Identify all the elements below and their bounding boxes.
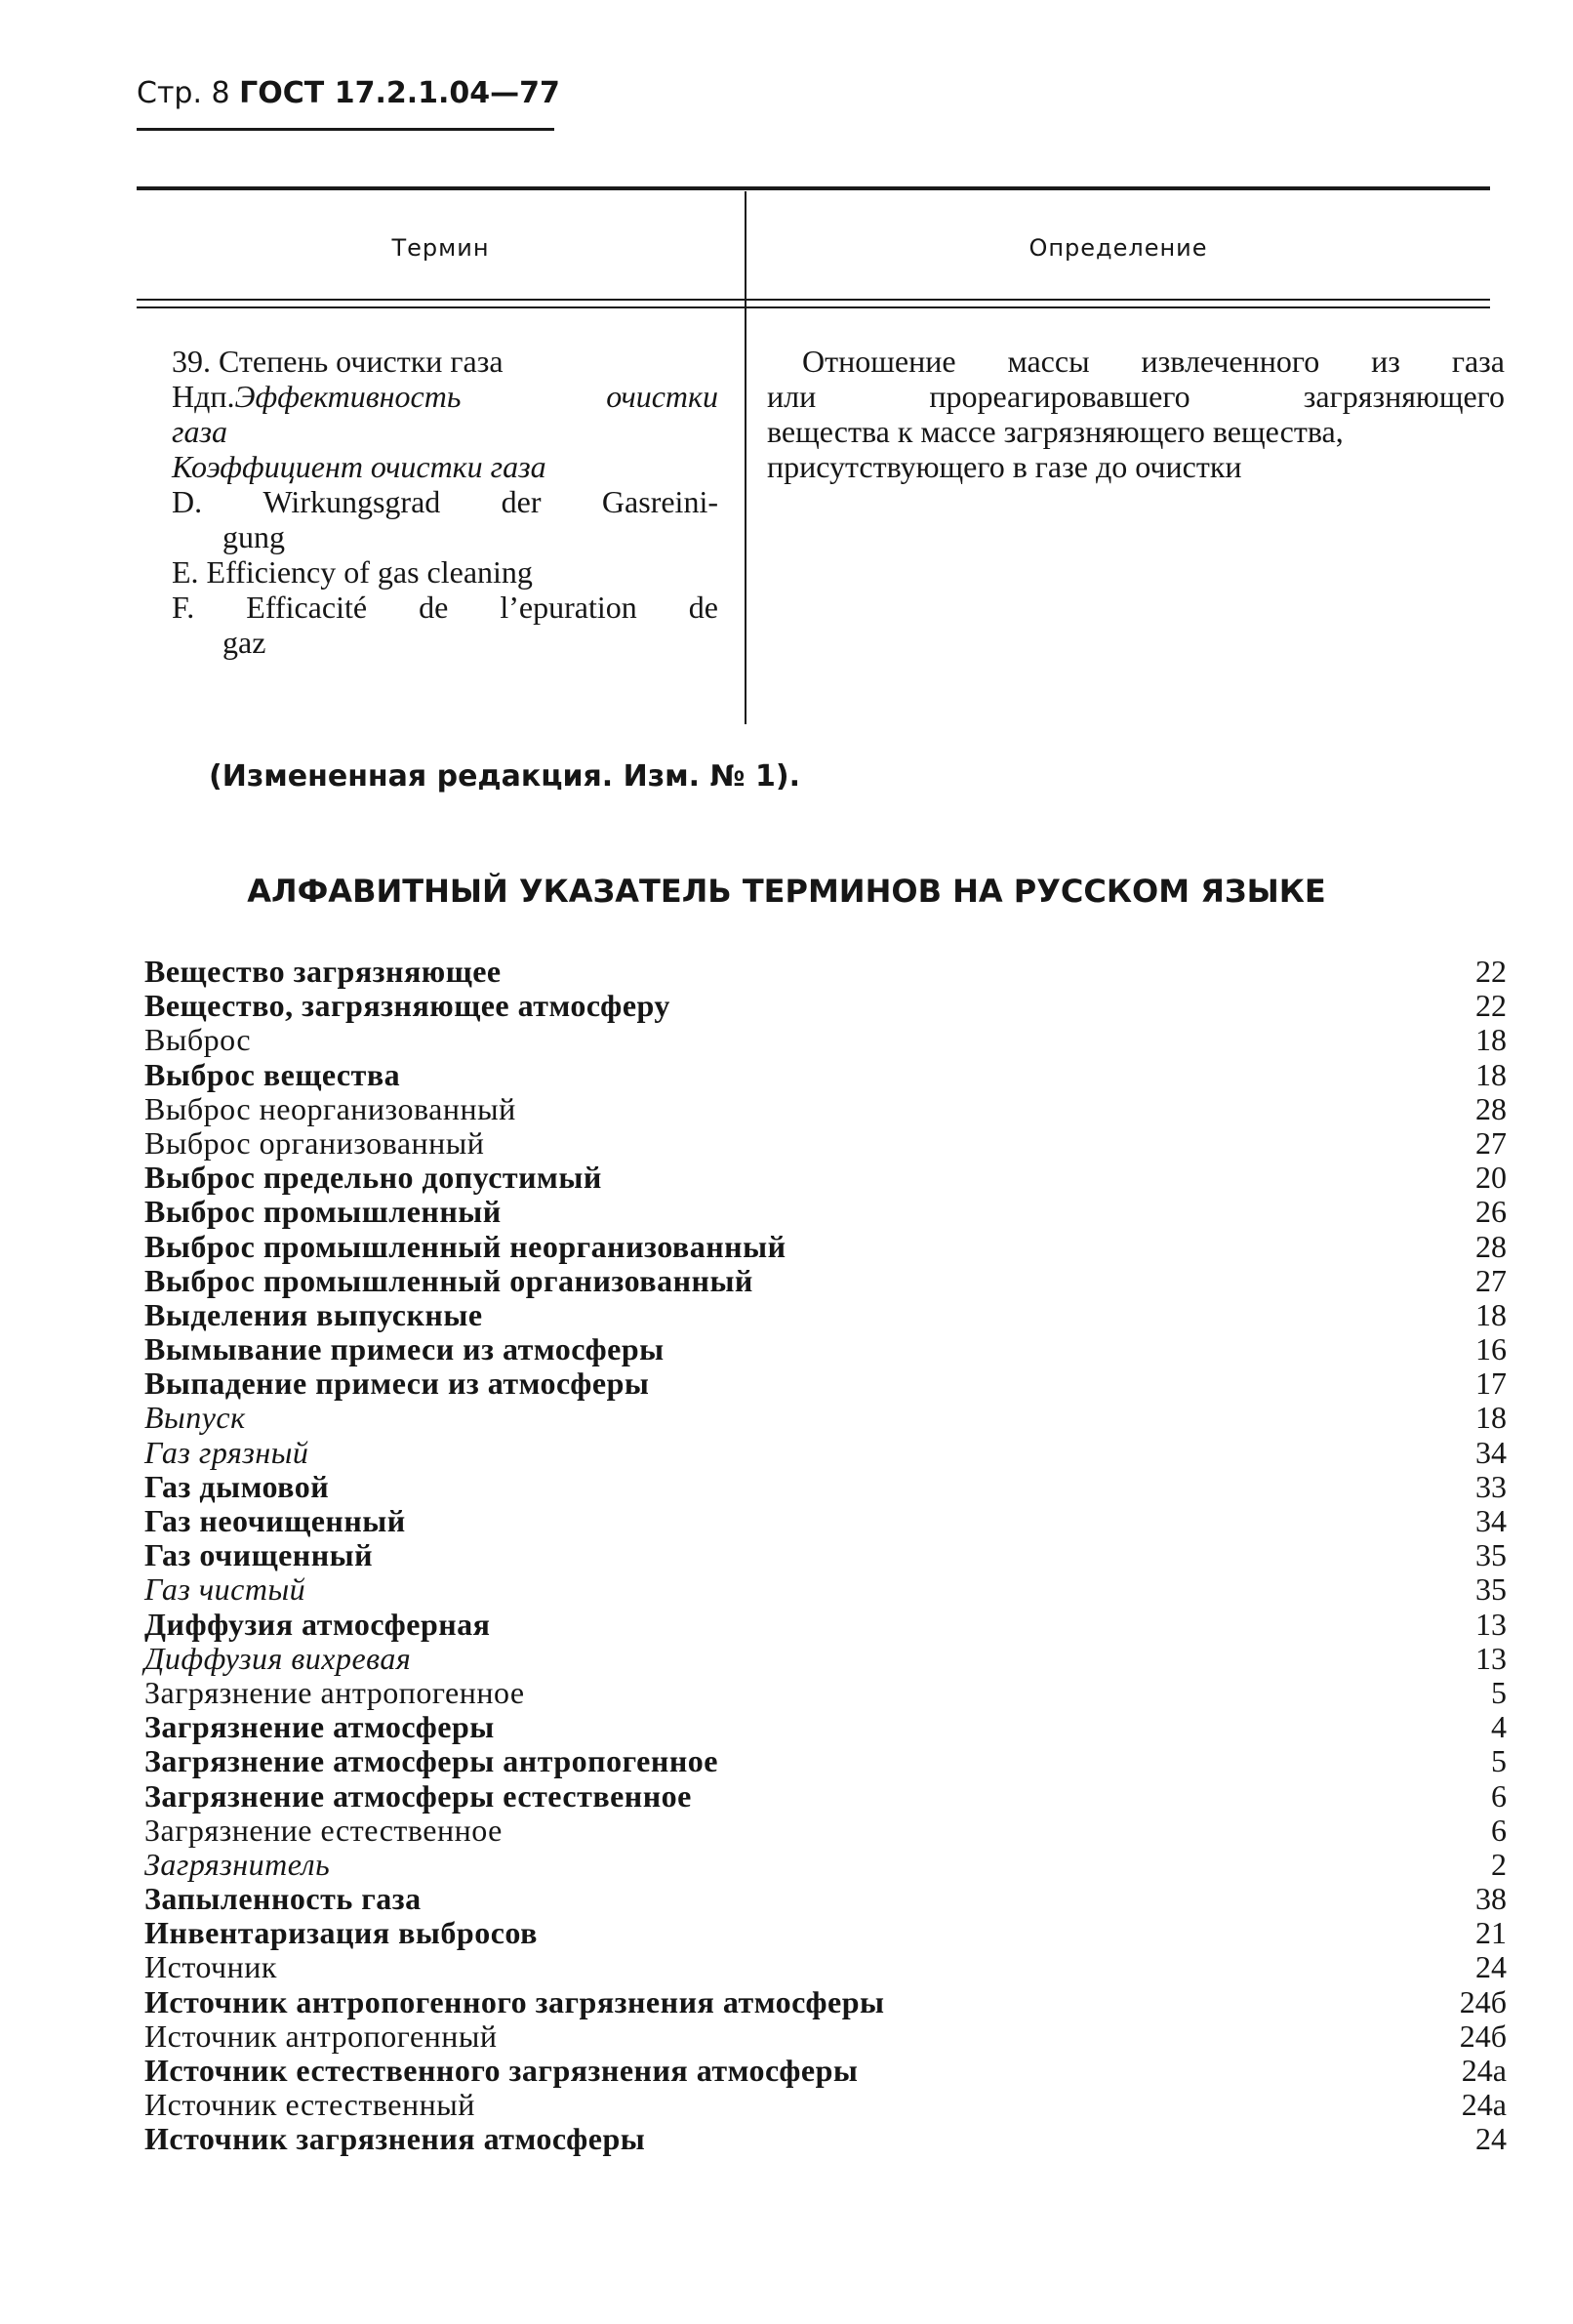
term-synonym: Коэффициент очистки газа — [172, 449, 546, 484]
index-term: Вещество, загрязняющее атмосферу — [144, 988, 670, 1024]
index-entry — [144, 1092, 1507, 1126]
index-term: Выброс промышленный организованный — [144, 1262, 753, 1298]
index-term: Газ чистый — [144, 1571, 306, 1608]
index-entry — [144, 1023, 1507, 1057]
index-page-ref: 17 — [1475, 1366, 1507, 1402]
index-entry — [144, 1572, 1507, 1607]
term-de-word-1: Wirkungsgrad — [262, 484, 441, 519]
index-entry — [144, 1608, 1507, 1642]
index-entry — [144, 1161, 1507, 1195]
index-page-ref: 18 — [1475, 1056, 1507, 1092]
index-page-ref: 4 — [1491, 1709, 1507, 1745]
def-word: извлеченного — [1141, 344, 1320, 379]
index-term: Вещество загрязняющее — [144, 954, 502, 989]
index-page-ref: 18 — [1475, 1022, 1507, 1058]
index-page-ref: 13 — [1475, 1606, 1507, 1642]
term-main: 39. Степень очистки газа — [172, 344, 504, 379]
index-entry — [144, 1230, 1507, 1264]
table-top-rule — [137, 186, 1490, 190]
definition-line-4: присутствующего в газе до очистки — [767, 449, 1242, 484]
index-term: Инвентаризация выбросов — [144, 1915, 538, 1951]
term-ndp-word-1: Эффективность — [234, 379, 462, 414]
term-fr-word-2: de — [419, 590, 449, 625]
index-term: Выпуск — [144, 1400, 246, 1436]
index-entry — [144, 1298, 1507, 1332]
term-lang-de: D. — [172, 484, 203, 519]
index-entry — [144, 1470, 1507, 1504]
definition-line-1 — [767, 344, 1505, 379]
index-page-ref: 22 — [1475, 954, 1507, 989]
index-term: Источник — [144, 1949, 277, 1985]
index-page-ref: 24б — [1459, 2018, 1507, 2054]
index-page-ref: 27 — [1475, 1262, 1507, 1298]
def-word: прореагировавшего — [929, 379, 1190, 414]
index-page-ref: 28 — [1475, 1090, 1507, 1126]
def-word: или — [767, 379, 817, 414]
term-fr-word-1: Efficacité — [246, 590, 368, 625]
index-entry — [144, 1676, 1507, 1710]
def-word: из — [1371, 344, 1400, 379]
index-entry — [144, 2019, 1507, 2054]
index-term: Диффузия атмосферная — [144, 1606, 491, 1642]
index-page-ref: 27 — [1475, 1124, 1507, 1161]
index-page-ref: 5 — [1491, 1674, 1507, 1710]
def-word: массы — [1007, 344, 1090, 379]
index-term: Диффузия вихревая — [144, 1640, 412, 1676]
revision-note: (Измененная редакция. Изм. № 1). — [209, 759, 801, 794]
index-page-ref: 28 — [1475, 1228, 1507, 1264]
index-page-ref: 35 — [1475, 1571, 1507, 1608]
index-page-ref: 38 — [1475, 1881, 1507, 1917]
index-term: Выделения выпускные — [144, 1296, 483, 1332]
index-page-ref: 2 — [1491, 1846, 1507, 1882]
table-header-rule — [137, 299, 1490, 301]
index-term: Выброс неорганизованный — [144, 1090, 516, 1126]
index-page-ref: 18 — [1475, 1400, 1507, 1436]
def-word: загрязняющего — [1303, 379, 1505, 414]
index-entry — [144, 1916, 1507, 1950]
table-header-rule-second — [137, 306, 1490, 308]
index-entry — [144, 1710, 1507, 1744]
index-page-ref: 20 — [1475, 1160, 1507, 1196]
term-cell — [172, 344, 718, 660]
index-term: Выброс промышленный неорганизованный — [144, 1228, 786, 1264]
definition-line-2 — [767, 379, 1505, 414]
index-entry — [144, 1436, 1507, 1470]
index-entry — [144, 2088, 1507, 2122]
index-title: АЛФАВИТНЫЙ УКАЗАТЕЛЬ ТЕРМИНОВ НА РУССКОМ ЯЗЫКЕ — [247, 873, 1326, 910]
term-fr-word-4: de — [688, 590, 718, 625]
index-term: Запыленность газа — [144, 1881, 422, 1917]
index-entry — [144, 1366, 1507, 1401]
index-term: Выброс организованный — [144, 1124, 485, 1161]
term-fr-word-3: l’epuration — [500, 590, 637, 625]
index-term: Загрязнение атмосферы естественное — [144, 1777, 692, 1814]
index-page-ref: 26 — [1475, 1194, 1507, 1230]
index-entry — [144, 1985, 1507, 2019]
term-german-line — [172, 484, 718, 519]
index-entry — [144, 1058, 1507, 1092]
term-de-word-3: Gasreini- — [601, 484, 718, 519]
index-term: Газ грязный — [144, 1434, 309, 1470]
index-entry — [144, 1814, 1507, 1848]
index-term: Выброс вещества — [144, 1056, 401, 1092]
index-page-ref: 21 — [1475, 1915, 1507, 1951]
index-entry — [144, 1642, 1507, 1676]
column-header-term: Термин — [391, 234, 490, 262]
index-entry — [144, 1504, 1507, 1538]
index-entry — [144, 955, 1507, 989]
index-entry — [144, 1538, 1507, 1572]
term-ndp-label: Ндп. — [172, 379, 235, 414]
index-page-ref: 6 — [1491, 1777, 1507, 1814]
index-term: Газ очищенный — [144, 1537, 374, 1573]
index-page-ref: 34 — [1475, 1434, 1507, 1470]
index-entry — [144, 1950, 1507, 1984]
index-page-ref: 33 — [1475, 1468, 1507, 1504]
term-ndp-word-2: очистки — [606, 379, 718, 414]
term-french-line — [172, 590, 718, 625]
term-english: E. Efficiency of gas cleaning — [172, 554, 533, 590]
index-page-ref: 24а — [1461, 2087, 1507, 2123]
index-term: Загрязнение атмосферы антропогенное — [144, 1743, 718, 1779]
index-entry — [144, 1848, 1507, 1882]
index-entry — [144, 1264, 1507, 1298]
header-rule — [137, 128, 554, 131]
term-ndp-word-3: газа — [172, 414, 227, 449]
index-entry — [144, 1401, 1507, 1435]
index-page-ref: 13 — [1475, 1640, 1507, 1676]
column-header-definition: Определение — [1028, 234, 1208, 262]
index-entry — [144, 1332, 1507, 1366]
standard-number: ГОСТ 17.2.1.04—77 — [239, 76, 560, 110]
index-term: Источник антропогенный — [144, 2018, 498, 2054]
term-german-cont: gung — [222, 519, 285, 554]
index-term: Загрязнитель — [144, 1846, 331, 1882]
index-entry — [144, 1126, 1507, 1161]
index-term: Выброс предельно допустимый — [144, 1160, 602, 1196]
index-term: Источник естественного загрязнения атмосферы — [144, 2053, 859, 2088]
index-list — [144, 955, 1507, 2157]
index-page-ref: 6 — [1491, 1812, 1507, 1848]
index-term: Загрязнение атмосферы — [144, 1709, 495, 1745]
definition-line-3: вещества к массе загрязняющего вещества, — [767, 414, 1344, 449]
index-page-ref: 5 — [1491, 1743, 1507, 1779]
index-page-ref: 35 — [1475, 1537, 1507, 1573]
index-page-ref: 22 — [1475, 988, 1507, 1024]
page-label: Стр. 8 — [137, 76, 230, 110]
index-entry — [144, 1779, 1507, 1814]
index-page-ref: 34 — [1475, 1503, 1507, 1538]
definition-cell — [767, 344, 1505, 484]
index-entry — [144, 2122, 1507, 2156]
index-entry — [144, 1882, 1507, 1916]
index-term: Газ дымовой — [144, 1468, 330, 1504]
index-term: Источник естественный — [144, 2087, 475, 2123]
table-column-divider — [745, 191, 746, 724]
index-term: Вымывание примеси из атмосферы — [144, 1331, 665, 1367]
index-page-ref: 24 — [1475, 2121, 1507, 2157]
index-page-ref: 24а — [1461, 2053, 1507, 2088]
index-page-ref: 18 — [1475, 1296, 1507, 1332]
term-french-cont: gaz — [222, 625, 266, 660]
index-term: Загрязнение антропогенное — [144, 1674, 525, 1710]
index-page-ref: 24б — [1459, 1983, 1507, 2019]
index-entry — [144, 1195, 1507, 1229]
index-page-ref: 16 — [1475, 1331, 1507, 1367]
term-de-word-2: der — [501, 484, 542, 519]
def-word: газа — [1451, 344, 1505, 379]
term-lang-fr: F. — [172, 590, 195, 625]
page-header — [137, 76, 560, 110]
index-term: Газ неочищенный — [144, 1503, 406, 1538]
index-entry — [144, 1744, 1507, 1778]
def-word: Отношение — [802, 344, 956, 379]
index-term: Выброс промышленный — [144, 1194, 502, 1230]
index-term: Источник антропогенного загрязнения атмосферы — [144, 1983, 885, 2019]
index-entry — [144, 989, 1507, 1023]
index-term: Загрязнение естественное — [144, 1812, 503, 1848]
index-term: Выпадение примеси из атмосферы — [144, 1366, 650, 1402]
index-term: Выброс — [144, 1022, 252, 1058]
index-page-ref: 24 — [1475, 1949, 1507, 1985]
index-entry — [144, 2054, 1507, 2088]
index-term: Источник загрязнения атмосферы — [144, 2121, 646, 2157]
term-deprecated-line — [172, 379, 718, 414]
